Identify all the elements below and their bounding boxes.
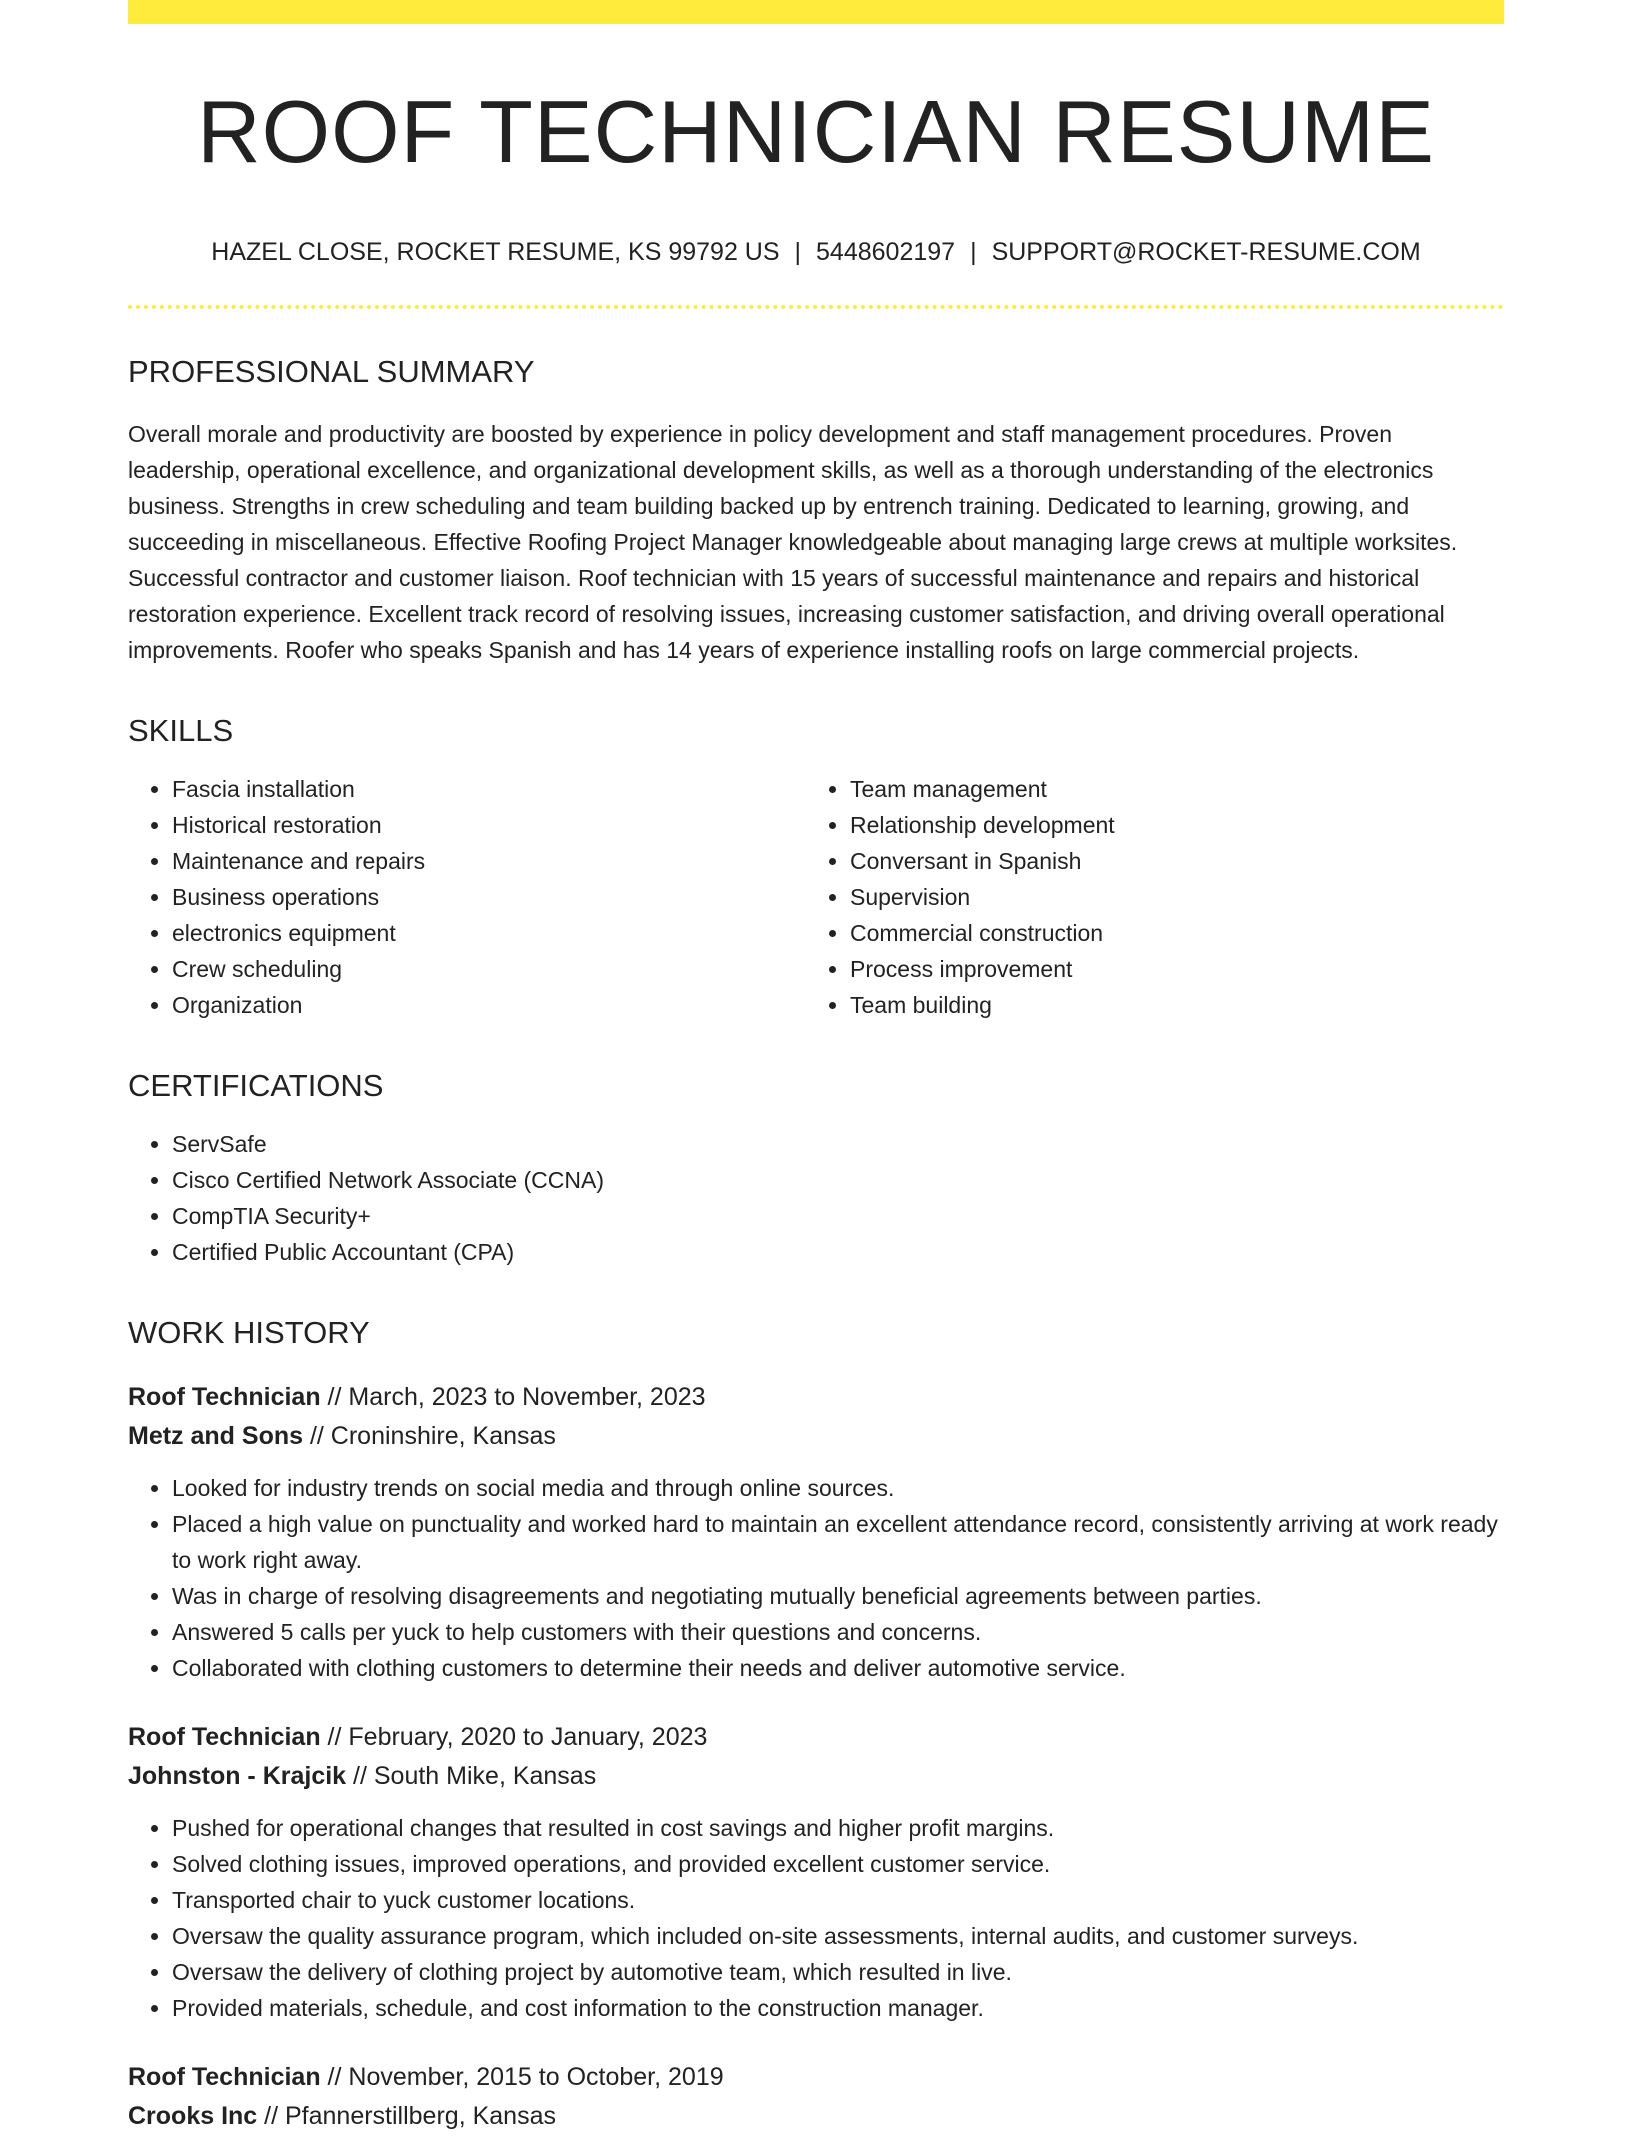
skill-item: • Conversant in Spanish — [850, 843, 1484, 879]
job-location: // Croninshire, Kansas — [303, 1421, 556, 1450]
certifications-heading: CERTIFICATIONS — [128, 1068, 384, 1104]
job-bullet: • Answered 5 calls per yuck to help customers with their questions and concerns. — [172, 1614, 1504, 1650]
job-bullet: • Provided materials, schedule, and cost information to the construction manager. — [172, 1990, 1504, 2026]
job-title-line — [128, 1718, 1504, 1757]
contact-separator: | — [794, 237, 802, 266]
skill-item: • Historical restoration — [172, 807, 806, 843]
job-bullet: • Pushed for operational changes that resulted in cost savings and higher profit margins. — [172, 1810, 1504, 1846]
contact-phone: 5448602197 — [816, 237, 956, 266]
skills-grid — [128, 771, 1504, 1023]
certifications-list — [128, 1126, 1504, 1270]
job-bullet: • Collaborated with clothing customers to determine their needs and deliver automotive service. — [172, 1650, 1504, 1686]
job-bullets — [128, 1470, 1504, 1686]
job-location: // Pfannerstillberg, Kansas — [257, 2101, 556, 2130]
skill-item: • Team building — [850, 987, 1484, 1023]
header-divider — [128, 305, 1504, 309]
summary-heading: PROFESSIONAL SUMMARY — [128, 353, 535, 389]
job-bullet: • Oversaw the delivery of clothing project by automotive team, which resulted in live. — [172, 1954, 1504, 1990]
job-title-line — [128, 2058, 1504, 2097]
skills-list-right — [806, 771, 1484, 1023]
skill-item: • Team management — [850, 771, 1484, 807]
job-title: Roof Technician — [128, 1382, 321, 1411]
contact-separator: | — [970, 237, 977, 266]
skill-item: • Crew scheduling — [172, 951, 806, 987]
job-bullet: • Was in charge of resolving disagreements and negotiating mutually beneficial agreements between parties. — [172, 1578, 1504, 1614]
skills-heading: SKILLS — [128, 712, 234, 748]
job-company-line — [128, 1417, 1504, 1456]
contact-email: SUPPORT@ROCKET-RESUME.COM — [991, 237, 1421, 266]
top-accent-bar — [128, 0, 1504, 24]
job-company: Metz and Sons — [128, 1421, 304, 1450]
skill-item: • Business operations — [172, 879, 806, 915]
contact-line — [128, 237, 1504, 267]
skill-item: • Relationship development — [850, 807, 1484, 843]
job-entry — [128, 2058, 1504, 2136]
skill-item: • Commercial construction — [850, 915, 1484, 951]
skill-item: • electronics equipment — [172, 915, 806, 951]
job-entry — [128, 1378, 1504, 1686]
job-bullet: • Looked for industry trends on social media and through online sources. — [172, 1470, 1504, 1506]
skill-item: • Supervision — [850, 879, 1484, 915]
job-entry — [128, 1718, 1504, 2026]
job-title-line — [128, 1378, 1504, 1417]
skill-item: • Fascia installation — [172, 771, 806, 807]
job-bullet: • Transported chair to yuck customer locations. — [172, 1882, 1504, 1918]
job-title: Roof Technician — [128, 2062, 321, 2091]
skill-item: • Process improvement — [850, 951, 1484, 987]
certification-item: • Cisco Certified Network Associate (CCNA) — [172, 1162, 1504, 1198]
work-history-heading: WORK HISTORY — [128, 1315, 370, 1351]
certification-item: • Certified Public Accountant (CPA) — [172, 1234, 1504, 1270]
job-dates: // March, 2023 to November, 2023 — [320, 1382, 706, 1411]
summary-text: Overall morale and productivity are boosted by experience in policy development and staff management procedures. Proven leadership, operational excellence, and organizational development skills, as well as a thorough understanding of the electronics business. Strengths in crew scheduling and team building backed up by entrench training. Dedicated to learning, growing, and succeeding in miscellaneous. Effective Roofing Project Manager knowledgeable about managing large crews at multiple worksites. Successful contractor and customer liaison. Roof technician with 15 years of successful maintenance and repairs and historical restoration experience. Excellent track record of resolving issues, increasing customer satisfaction, and driving overall operational improvements. Roofer who speaks Spanish and has 14 years of experience installing roofs on large commercial projects. — [128, 420, 1458, 663]
job-company: Crooks Inc — [128, 2101, 258, 2130]
job-bullet: • Placed a high value on punctuality and worked hard to maintain an excellent attendance record, consistently arriving at work ready to work right away. — [172, 1506, 1504, 1578]
job-company: Johnston - Krajcik — [128, 1761, 347, 1790]
job-bullet: • Solved clothing issues, improved operations, and provided excellent customer service. — [172, 1846, 1504, 1882]
skill-item: • Organization — [172, 987, 806, 1023]
skills-list-left — [128, 771, 806, 1023]
certification-item: • CompTIA Security+ — [172, 1198, 1504, 1234]
resume-title: ROOF TECHNICIAN RESUME — [197, 82, 1435, 181]
certification-item: • ServSafe — [172, 1126, 1504, 1162]
job-company-line — [128, 2097, 1504, 2136]
job-bullets — [128, 1810, 1504, 2026]
job-dates: // November, 2015 to October, 2019 — [320, 2062, 724, 2091]
job-location: // South Mike, Kansas — [346, 1761, 597, 1790]
job-title: Roof Technician — [128, 1722, 321, 1751]
job-company-line — [128, 1757, 1504, 1796]
resume-page — [128, 0, 1504, 2136]
skill-item: • Maintenance and repairs — [172, 843, 806, 879]
job-bullet: • Oversaw the quality assurance program, which included on-site assessments, internal audits, and customer surveys. — [172, 1918, 1504, 1954]
job-dates: // February, 2020 to January, 2023 — [320, 1722, 708, 1751]
contact-address: HAZEL CLOSE, ROCKET RESUME, KS 99792 US — [211, 237, 780, 266]
